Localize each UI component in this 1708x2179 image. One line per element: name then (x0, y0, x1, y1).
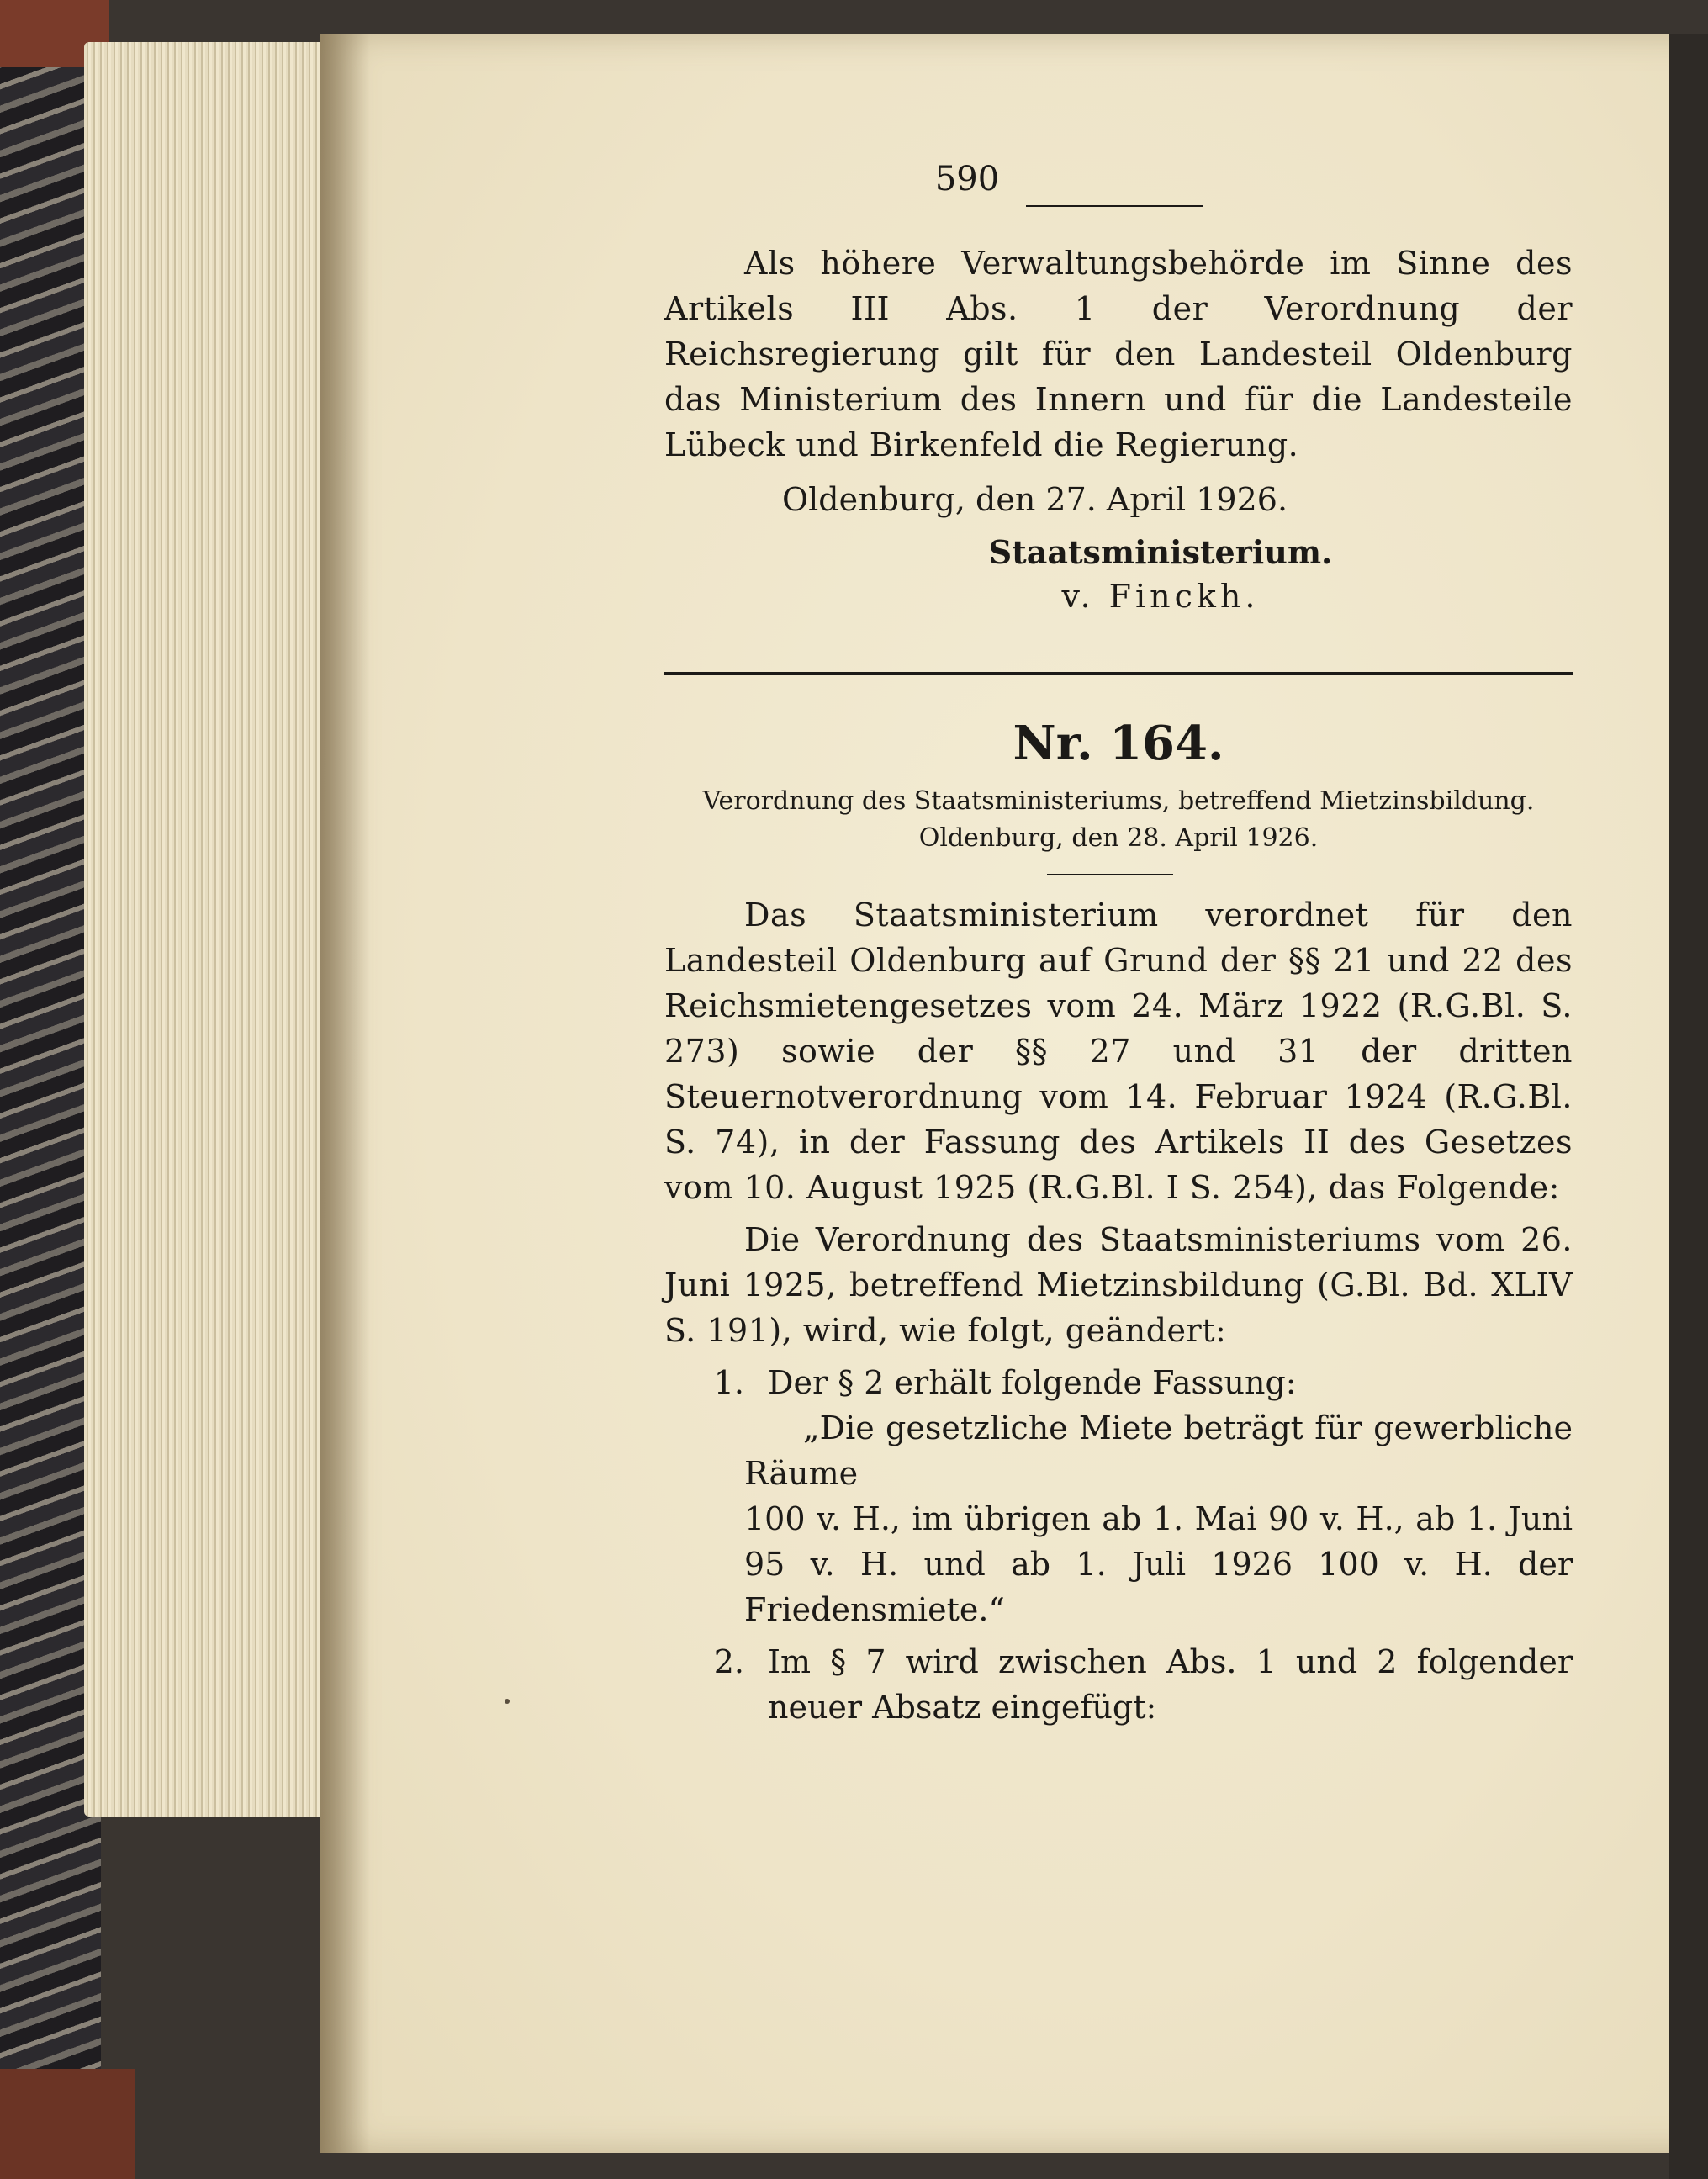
paragraph-authority: Als höhere Verwaltungsbehörde im Sinne des Artikels III Abs. 1 der Verordnung der Reichsregierung gilt für den Landesteil Oldenburg das Ministerium des Innern und für die Landesteile Lübeck und Birkenfeld die Regierung. (664, 245, 1573, 463)
paragraph-intro: Das Staatsministerium verordnet für den Landesteil Oldenburg auf Grund der §§ 21 und 22 des Reichsmietengesetzes vom 24. März 1922 (R.G.Bl. S. 273) sowie der §§ 27 und 31 der dritten Steuernotverordnung vom 14. Februar 1924 (R.G.Bl. S. 74), in der Fassung des Artikels II des Gesetzes vom 10. August 1925 (R.G.Bl. I S. 254), das Folgende: (664, 896, 1573, 1206)
subject-rule (1047, 874, 1173, 875)
section-divider (664, 672, 1573, 675)
list-item-number: 2. (713, 1643, 744, 1680)
page-number-rule (1026, 205, 1203, 207)
quote-rest: 100 v. H., im übrigen ab 1. Mai 90 v. H., ab 1. Juni 95 v. H. und ab 1. Juli 1926 100 v. H. der Friedensmiete.“ (744, 1500, 1573, 1628)
right-margin-edge (1669, 34, 1708, 2179)
ministry-signature: Staatsministerium. (988, 533, 1333, 571)
signer-name: v. Finckh. (1061, 578, 1260, 615)
binding-corner-bottom (0, 2069, 135, 2179)
page-number: 590 (934, 160, 1000, 198)
list-item-text: Im § 7 wird zwischen Abs. 1 und 2 folgender neuer Absatz eingefügt: (768, 1643, 1573, 1726)
list-item-number: 1. (713, 1364, 744, 1401)
quoted-provision (744, 1405, 1573, 1632)
page-content (664, 160, 1573, 1730)
quote-first-line: „Die gesetzliche Miete beträgt für gewerbliche Räume (744, 1409, 1573, 1492)
list-item (664, 1360, 1573, 1405)
paper-speck (505, 1699, 510, 1704)
list-item (664, 1639, 1573, 1730)
list-item-text: Der § 2 erhält folgende Fassung: (768, 1364, 1297, 1401)
date-line: Oldenburg, den 27. April 1926. (782, 481, 1288, 518)
ordinance-subject: Verordnung des Staatsministeriums, betreffend Mietzinsbildung. (702, 786, 1535, 816)
gutter-shadow (320, 34, 370, 2153)
ordinance-number: Nr. 164. (1013, 716, 1224, 771)
page-edges (84, 42, 336, 1817)
paragraph-amendment: Die Verordnung des Staatsministeriums vom 26. Juni 1925, betreffend Mietzinsbildung (G.Bl. Bd. XLIV S. 191), wird, wie folgt, geändert: (664, 1221, 1573, 1349)
ordinance-date: Oldenburg, den 28. April 1926. (918, 823, 1319, 853)
